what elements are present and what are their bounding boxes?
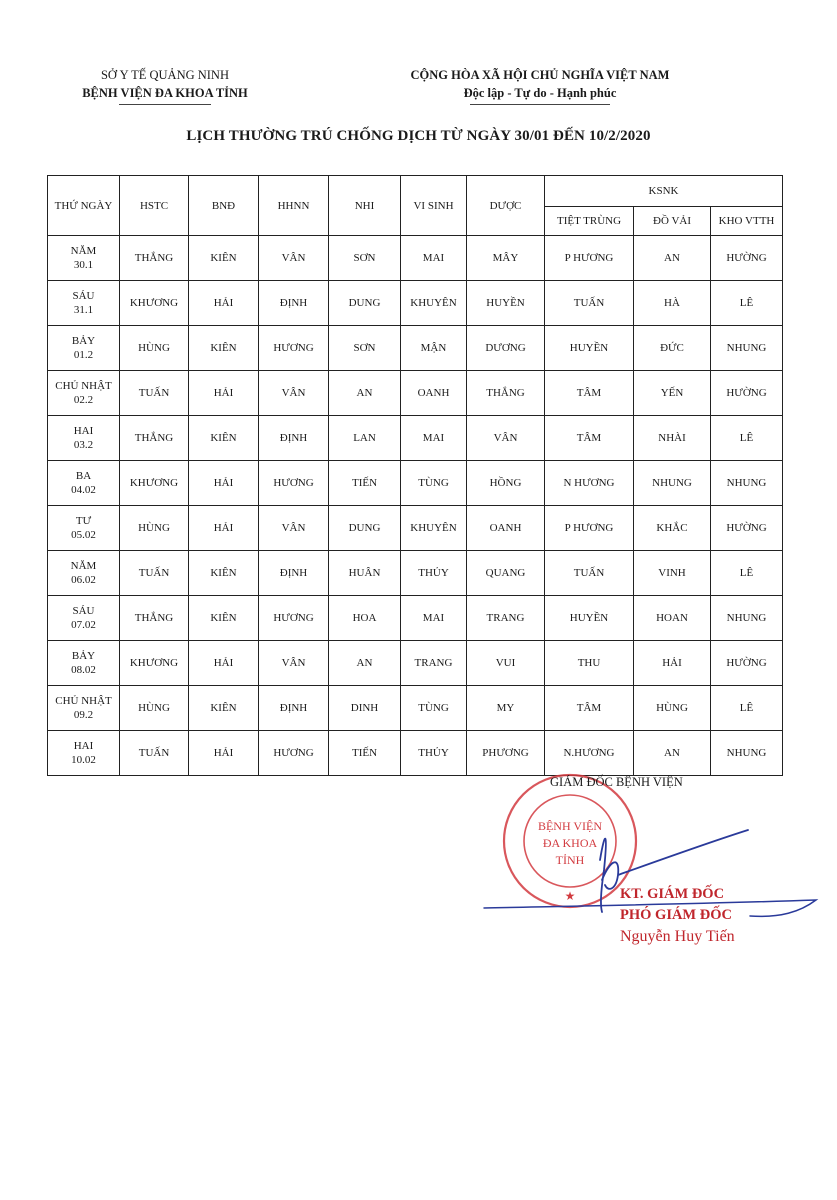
table-cell: NHUNG (711, 326, 783, 371)
day-date: 06.02 (71, 574, 96, 586)
table-cell: AN (634, 236, 711, 281)
table-cell: N.HƯƠNG (545, 731, 634, 776)
table-cell: KIÊN (189, 326, 259, 371)
table-cell: OANH (401, 371, 467, 416)
table-cell: KHUYÊN (401, 506, 467, 551)
table-cell: VÂN (259, 506, 329, 551)
header-hstc: HSTC (120, 176, 189, 236)
table-row (48, 371, 783, 416)
table-cell: KIÊN (189, 596, 259, 641)
table-cell: HOA (329, 596, 401, 641)
table-cell: TRANG (467, 596, 545, 641)
table-cell: LÊ (711, 551, 783, 596)
table-cell: TUẤN (120, 371, 189, 416)
table-cell: THU (545, 641, 634, 686)
table-cell: OANH (467, 506, 545, 551)
right-header (330, 66, 750, 105)
table-cell: DUNG (329, 506, 401, 551)
table-cell: HẢI (189, 281, 259, 326)
table-row (48, 236, 783, 281)
stamp-line-1: BỆNH VIỆN (537, 819, 603, 833)
header-underline (119, 104, 211, 105)
table-cell: TÂM (545, 416, 634, 461)
table-cell: LÊ (711, 281, 783, 326)
day-cell (48, 641, 120, 686)
table-cell: HUYỀN (545, 596, 634, 641)
table-cell: NHUNG (634, 461, 711, 506)
table-cell: HẢI (634, 641, 711, 686)
table-cell: THẮNG (467, 371, 545, 416)
table-cell: HẢI (189, 371, 259, 416)
day-cell (48, 326, 120, 371)
day-date: 10.02 (71, 754, 96, 766)
table-cell: SƠN (329, 236, 401, 281)
table-cell: HUÂN (329, 551, 401, 596)
table-cell: HUYỀN (545, 326, 634, 371)
table-cell: HƯƠNG (259, 731, 329, 776)
header-tiettrung: TIỆT TRÙNG (545, 207, 634, 236)
day-name: HAI (73, 740, 94, 752)
table-row (48, 641, 783, 686)
table-cell: TÂM (545, 686, 634, 731)
day-date: 04.02 (71, 484, 96, 496)
table-cell: P HƯƠNG (545, 236, 634, 281)
day-cell (48, 371, 120, 416)
table-cell: KIÊN (189, 686, 259, 731)
day-cell (48, 506, 120, 551)
day-date: 05.02 (71, 529, 96, 541)
table-cell: HẢI (189, 731, 259, 776)
day-date: 08.02 (71, 664, 96, 676)
table-cell: HƯỜNG (711, 506, 783, 551)
day-date: 30.1 (73, 259, 94, 271)
day-cell (48, 686, 120, 731)
table-cell: HẢI (189, 461, 259, 506)
table-cell: LÊ (711, 686, 783, 731)
day-date: 09.2 (73, 709, 94, 721)
motto-underline (470, 104, 610, 105)
day-date: 03.2 (73, 439, 94, 451)
table-cell: SƠN (329, 326, 401, 371)
header-dovai: ĐỒ VẢI (634, 207, 711, 236)
table-cell: HUYỀN (467, 281, 545, 326)
table-cell: HOAN (634, 596, 711, 641)
day-name: CHỦ NHẬT (55, 380, 112, 392)
table-cell: LAN (329, 416, 401, 461)
table-cell: HƯƠNG (259, 326, 329, 371)
table-row (48, 596, 783, 641)
day-date: 07.02 (71, 619, 96, 631)
signer-block (620, 884, 800, 947)
table-cell: VÂN (259, 371, 329, 416)
table-cell: DUNG (329, 281, 401, 326)
table-cell: THẮNG (120, 236, 189, 281)
table-cell: NHÀI (634, 416, 711, 461)
day-date: 31.1 (73, 304, 94, 316)
day-cell (48, 416, 120, 461)
day-name: NĂM (70, 560, 97, 572)
day-cell (48, 461, 120, 506)
document-title: LỊCH THƯỜNG TRÚ CHỐNG DỊCH TỪ NGÀY 30/01 ĐẾN 10/2/2020 (186, 128, 651, 144)
table-cell: HÙNG (634, 686, 711, 731)
table-cell: NHUNG (711, 596, 783, 641)
header-duoc: DƯỢC (467, 176, 545, 236)
table-cell: HƯỜNG (711, 371, 783, 416)
table-cell: HÙNG (120, 506, 189, 551)
day-date: 02.2 (73, 394, 94, 406)
table-cell: HỒNG (467, 461, 545, 506)
table-cell: MAI (401, 236, 467, 281)
table-cell: KHƯƠNG (120, 461, 189, 506)
table-cell: MAI (401, 596, 467, 641)
table-cell: HÙNG (120, 326, 189, 371)
day-cell (48, 596, 120, 641)
stamp-line-3: TỈNH (555, 853, 585, 867)
table-cell: HÀ (634, 281, 711, 326)
signer-line-1: KT. GIÁM ĐỐC (620, 886, 725, 902)
table-row (48, 506, 783, 551)
schedule-table (47, 175, 783, 776)
day-cell (48, 281, 120, 326)
table-cell: ĐỊNH (259, 686, 329, 731)
table-cell: THẮNG (120, 416, 189, 461)
table-cell: MY (467, 686, 545, 731)
header-khovtth: KHO VTTH (711, 207, 783, 236)
table-cell: ĐỊNH (259, 416, 329, 461)
day-cell (48, 731, 120, 776)
header-visinh: VI SINH (401, 176, 467, 236)
table-cell: TUẤN (545, 551, 634, 596)
header-nhi: NHI (329, 176, 401, 236)
table-cell: TUẤN (120, 731, 189, 776)
day-name: BA (75, 470, 92, 482)
table-cell: VÂN (259, 641, 329, 686)
table-row (48, 461, 783, 506)
table-cell: YẾN (634, 371, 711, 416)
table-cell: KHƯƠNG (120, 641, 189, 686)
signer-line-2: PHÓ GIÁM ĐỐC (620, 907, 732, 923)
table-cell: HÙNG (120, 686, 189, 731)
header-bnd: BNĐ (189, 176, 259, 236)
day-name: BẢY (71, 650, 96, 662)
table-cell: MẬN (401, 326, 467, 371)
table-cell: AN (329, 641, 401, 686)
day-name: SÁU (72, 290, 95, 302)
table-cell: PHƯƠNG (467, 731, 545, 776)
table-cell: HƯƠNG (259, 596, 329, 641)
day-name: CHỦ NHẬT (55, 695, 112, 707)
table-cell: THỦY (401, 551, 467, 596)
table-cell: DƯƠNG (467, 326, 545, 371)
day-name: HAI (73, 425, 94, 437)
hospital-name: BỆNH VIỆN ĐA KHOA TỈNH (82, 86, 248, 100)
table-cell: VUI (467, 641, 545, 686)
day-cell (48, 551, 120, 596)
table-cell: N HƯƠNG (545, 461, 634, 506)
motto: Độc lập - Tự do - Hạnh phúc (463, 86, 617, 100)
table-cell: TIẾN (329, 461, 401, 506)
department-name: SỞ Y TẾ QUẢNG NINH (100, 68, 229, 82)
table-cell: TUẤN (120, 551, 189, 596)
day-name: TƯ (75, 515, 92, 527)
table-cell: ĐỨC (634, 326, 711, 371)
left-header (40, 66, 290, 105)
table-cell: KHẮC (634, 506, 711, 551)
table-cell: TUẤN (545, 281, 634, 326)
table-cell: VINH (634, 551, 711, 596)
table-cell: HẢI (189, 641, 259, 686)
table-cell: AN (329, 371, 401, 416)
table-row (48, 326, 783, 371)
table-cell: P HƯƠNG (545, 506, 634, 551)
country-name: CỘNG HÒA XÃ HỘI CHỦ NGHĨA VIỆT NAM (410, 68, 670, 82)
table-cell: ĐỊNH (259, 551, 329, 596)
table-row (48, 731, 783, 776)
day-name: SÁU (72, 605, 95, 617)
table-cell: THỦY (401, 731, 467, 776)
table-cell: HƯƠNG (259, 461, 329, 506)
table-cell: KIÊN (189, 236, 259, 281)
table-cell: HƯỜNG (711, 236, 783, 281)
table-cell: MAI (401, 416, 467, 461)
day-name: NĂM (70, 245, 97, 257)
header-ksnk: KSNK (545, 176, 783, 207)
table-cell: HƯỜNG (711, 641, 783, 686)
stamp-star-icon: ★ (564, 889, 576, 903)
table-cell: KHUYÊN (401, 281, 467, 326)
table-cell: QUANG (467, 551, 545, 596)
stamp-line-2: ĐA KHOA (542, 836, 598, 850)
signer-name: Nguyễn Huy Tiến (620, 928, 735, 945)
table-cell: HẢI (189, 506, 259, 551)
table-cell: MÂY (467, 236, 545, 281)
table-cell: TÂM (545, 371, 634, 416)
table-cell: TIẾN (329, 731, 401, 776)
table-row (48, 416, 783, 461)
table-cell: AN (634, 731, 711, 776)
signature-title: GIÁM ĐỐC BỆNH VIỆN (550, 775, 683, 789)
day-cell (48, 236, 120, 281)
table-cell: KIÊN (189, 416, 259, 461)
header-hhnn: HHNN (259, 176, 329, 236)
schedule-body (48, 236, 783, 776)
table-cell: LÊ (711, 416, 783, 461)
table-cell: NHUNG (711, 461, 783, 506)
table-row (48, 551, 783, 596)
table-cell: ĐỊNH (259, 281, 329, 326)
table-cell: TÙNG (401, 686, 467, 731)
table-cell: KIÊN (189, 551, 259, 596)
table-cell: NHUNG (711, 731, 783, 776)
table-cell: VÂN (467, 416, 545, 461)
day-date: 01.2 (73, 349, 94, 361)
table-cell: TÙNG (401, 461, 467, 506)
table-row (48, 281, 783, 326)
day-name: BẢY (71, 335, 96, 347)
table-cell: DINH (329, 686, 401, 731)
table-cell: TRANG (401, 641, 467, 686)
table-cell: VÂN (259, 236, 329, 281)
header-day: THỨ NGÀY (48, 176, 120, 236)
table-row (48, 686, 783, 731)
table-cell: KHƯƠNG (120, 281, 189, 326)
table-cell: THẮNG (120, 596, 189, 641)
